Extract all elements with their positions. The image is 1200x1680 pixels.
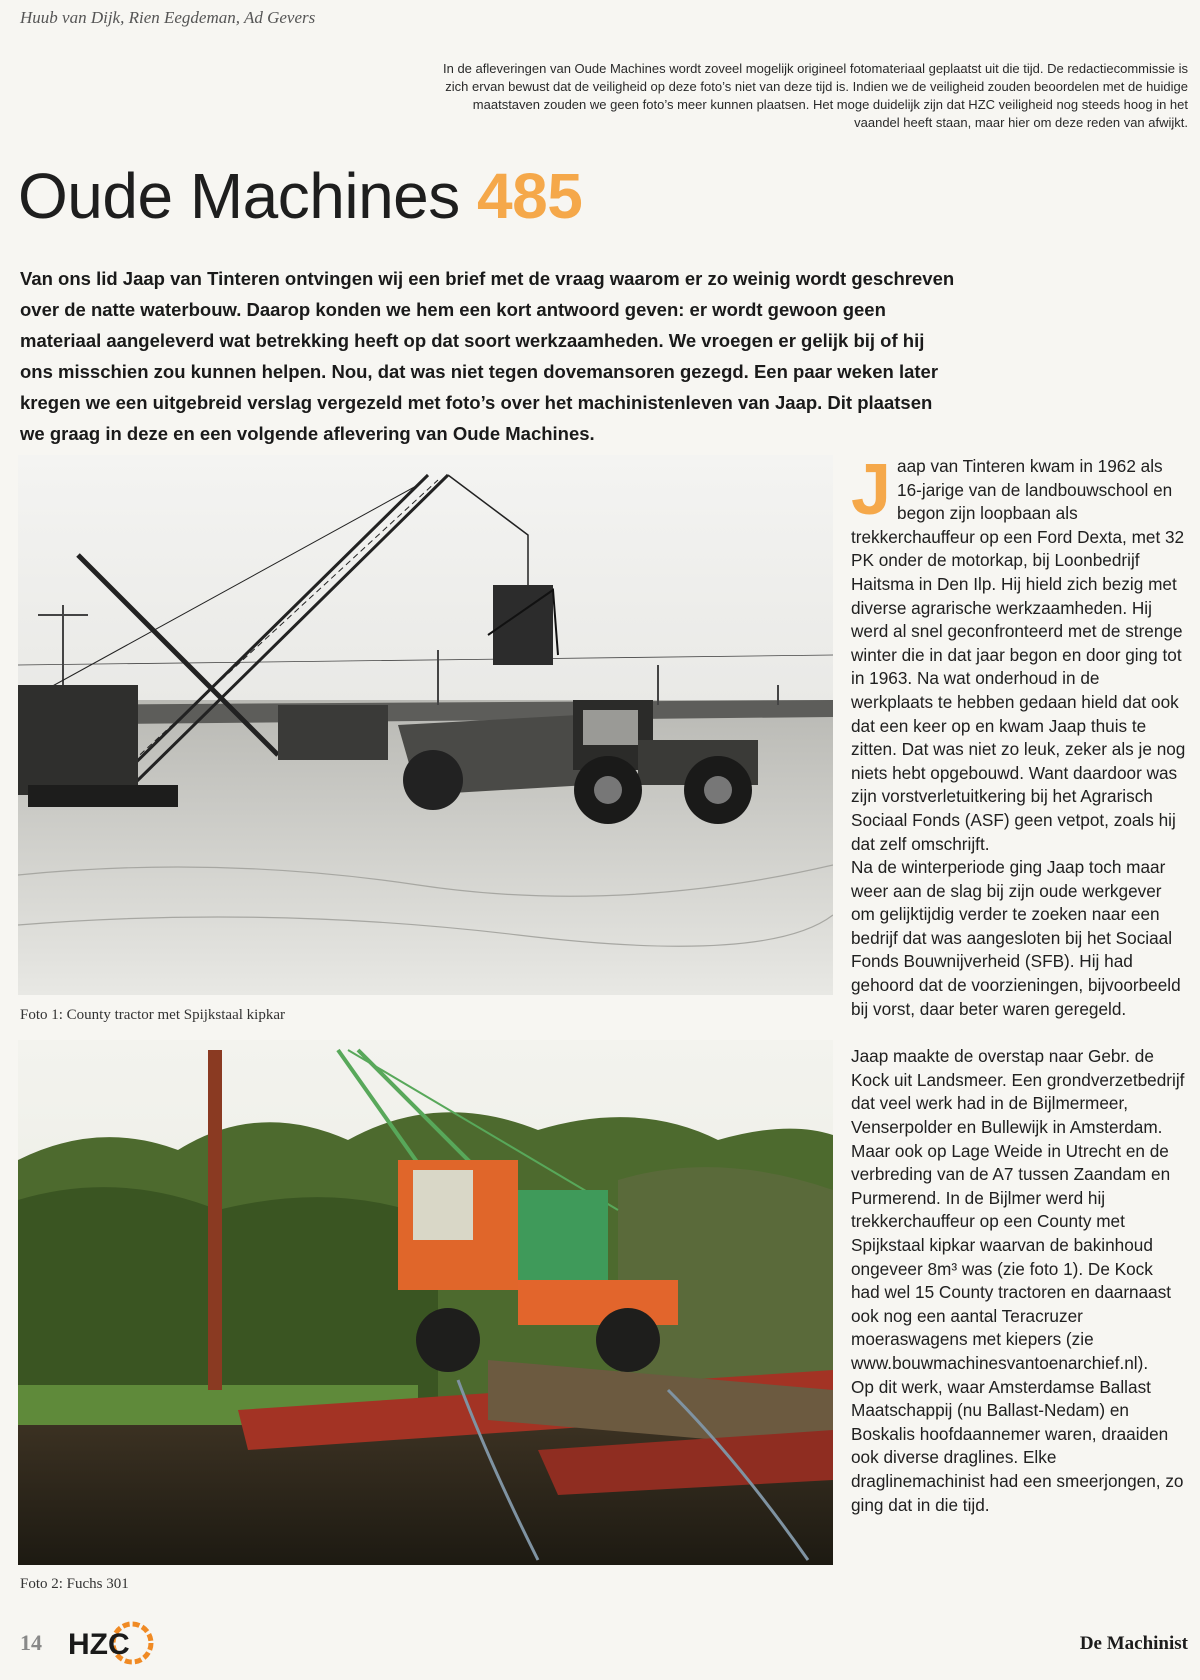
article-paragraph-2: Na de winterperiode ging Jaap toch maar weer aan de slag bij zijn oude werkgever om gelijktijdig verder te zoeken naar een bedrijf dat was aangesloten bij het Sociaal Fonds Bouwnijverheid (SFB). Hij had gehoord dat de voorzieningen, bijvoorbeeld bij vorst, daar beter waren geregeld. xyxy=(851,857,1181,1019)
hzc-logo xyxy=(66,1620,156,1666)
photo-2-image xyxy=(18,1040,833,1565)
page-number: 14 xyxy=(20,1630,42,1655)
authors: Huub van Dijk, Rien Eegdeman, Ad Gevers xyxy=(20,8,316,27)
photo-1 xyxy=(18,455,833,995)
intro-paragraph: Van ons lid Jaap van Tinteren ontvingen wij een brief met de vraag waarom er zo weinig wordt geschreven over de natte waterbouw. Daarop konden we hem een kort antwoord geven: er wordt gewoon geen materiaal aangeleverd wat betrekking heeft op dat soort werkzaamheden. We vroegen er gelijk bij of hij ons misschien zou kunnen helpen. Nou, dat was niet tegen dovemansoren gezegd. Een paar weken later kregen we een uitgebreid verslag vergezeld met foto’s over het machinistenleven van Jaap. Dit plaatsen we graag in deze en een volgende aflevering van Oude Machines. xyxy=(20,268,955,444)
magazine-name: De Machinist xyxy=(1079,1633,1188,1654)
page-title xyxy=(18,158,582,234)
article-paragraph-4: Op dit werk, waar Amsterdamse Ballast Maatschappij (nu Ballast-Nedam) en Boskalis hoofdaannemer waren, draaiden ook diverse draglines. Elke draglinemachinist had een smeerjongen, zo ging dat in die tijd. xyxy=(851,1376,1184,1515)
article-paragraph-1 xyxy=(851,450,1186,856)
article-paragraph-3: Jaap maakte de overstap naar Gebr. de Kock uit Landsmeer. Een grondverzetbedrijf dat veel werk had in de Bijlmermeer, Venserpolder en Bullewijk in Amsterdam. Maar ook op Lage Weide in Utrecht en de verbreding van de A7 tussen Zaandam en Purmerend. In de Bijlmer werd hij trekkerchauffeur op een County met Spijkstaal kipkar waarvan de bakinhoud ongeveer 8m³ was (zie foto 1). De Kock had wel 15 County tractoren en daarnaast ook nog een aantal Teracruzer moeraswagens met kiepers (zie www.bouwmachinesvantoenarchief.nl). xyxy=(851,1046,1185,1373)
photo-2-caption: Foto 2: Fuchs 301 xyxy=(20,1576,129,1592)
title-number: 485 xyxy=(477,160,583,232)
article-body xyxy=(851,450,1186,1517)
article-paragraph-1-text: aap van Tinteren kwam in 1962 als 16-jarige van de landbouwschool en begon zijn loopbaan als trekkerchauffeur op een Ford Dexta, met 32 PK onder de motorkap, bij Loonbedrijf Haitsma in Den Ilp. Hij hield zich bezig met diverse agrarische werkzaamheden. Hij werd al snel geconfronteerd met de strenge winter die in dat jaar begon en door ging tot in 1963. Na wat onderhoud in de werkplaats te hebben gedaan hield dat ook dat een keer op en kwam Jaap thuis te zitten. Dat was niet zo leuk, zeker als je nog niets hebt opgebouwd. Want daardoor was zijn vorstverletuitkering bij het Agrarisch Sociaal Fonds (ASF) geen vetpot, zoals hij dat zelf omschrijft. xyxy=(851,456,1186,854)
photo-1-image xyxy=(18,455,833,995)
title-text: Oude Machines xyxy=(18,160,460,232)
photo-1-caption: Foto 1: County tractor met Spijkstaal kipkar xyxy=(20,1007,285,1023)
drop-cap: J xyxy=(851,450,892,530)
safety-disclaimer: In de afleveringen van Oude Machines wordt zoveel mogelijk origineel fotomateriaal geplaatst uit die tijd. De redactiecommissie is zich ervan bewust dat de veiligheid op deze foto’s niet van deze tijd is. Indien we de veiligheid zouden beoordelen met de huidige maatstaven zouden we geen foto’s meer kunnen plaatsen. Het moge duidelijk zijn dat HZC veiligheid nog steeds hoog in het vaandel heeft staan, maar hier om deze reden van afwijkt. xyxy=(443,61,1188,130)
svg-text:HZC: HZC xyxy=(68,1628,130,1661)
photo-2 xyxy=(18,1040,833,1565)
